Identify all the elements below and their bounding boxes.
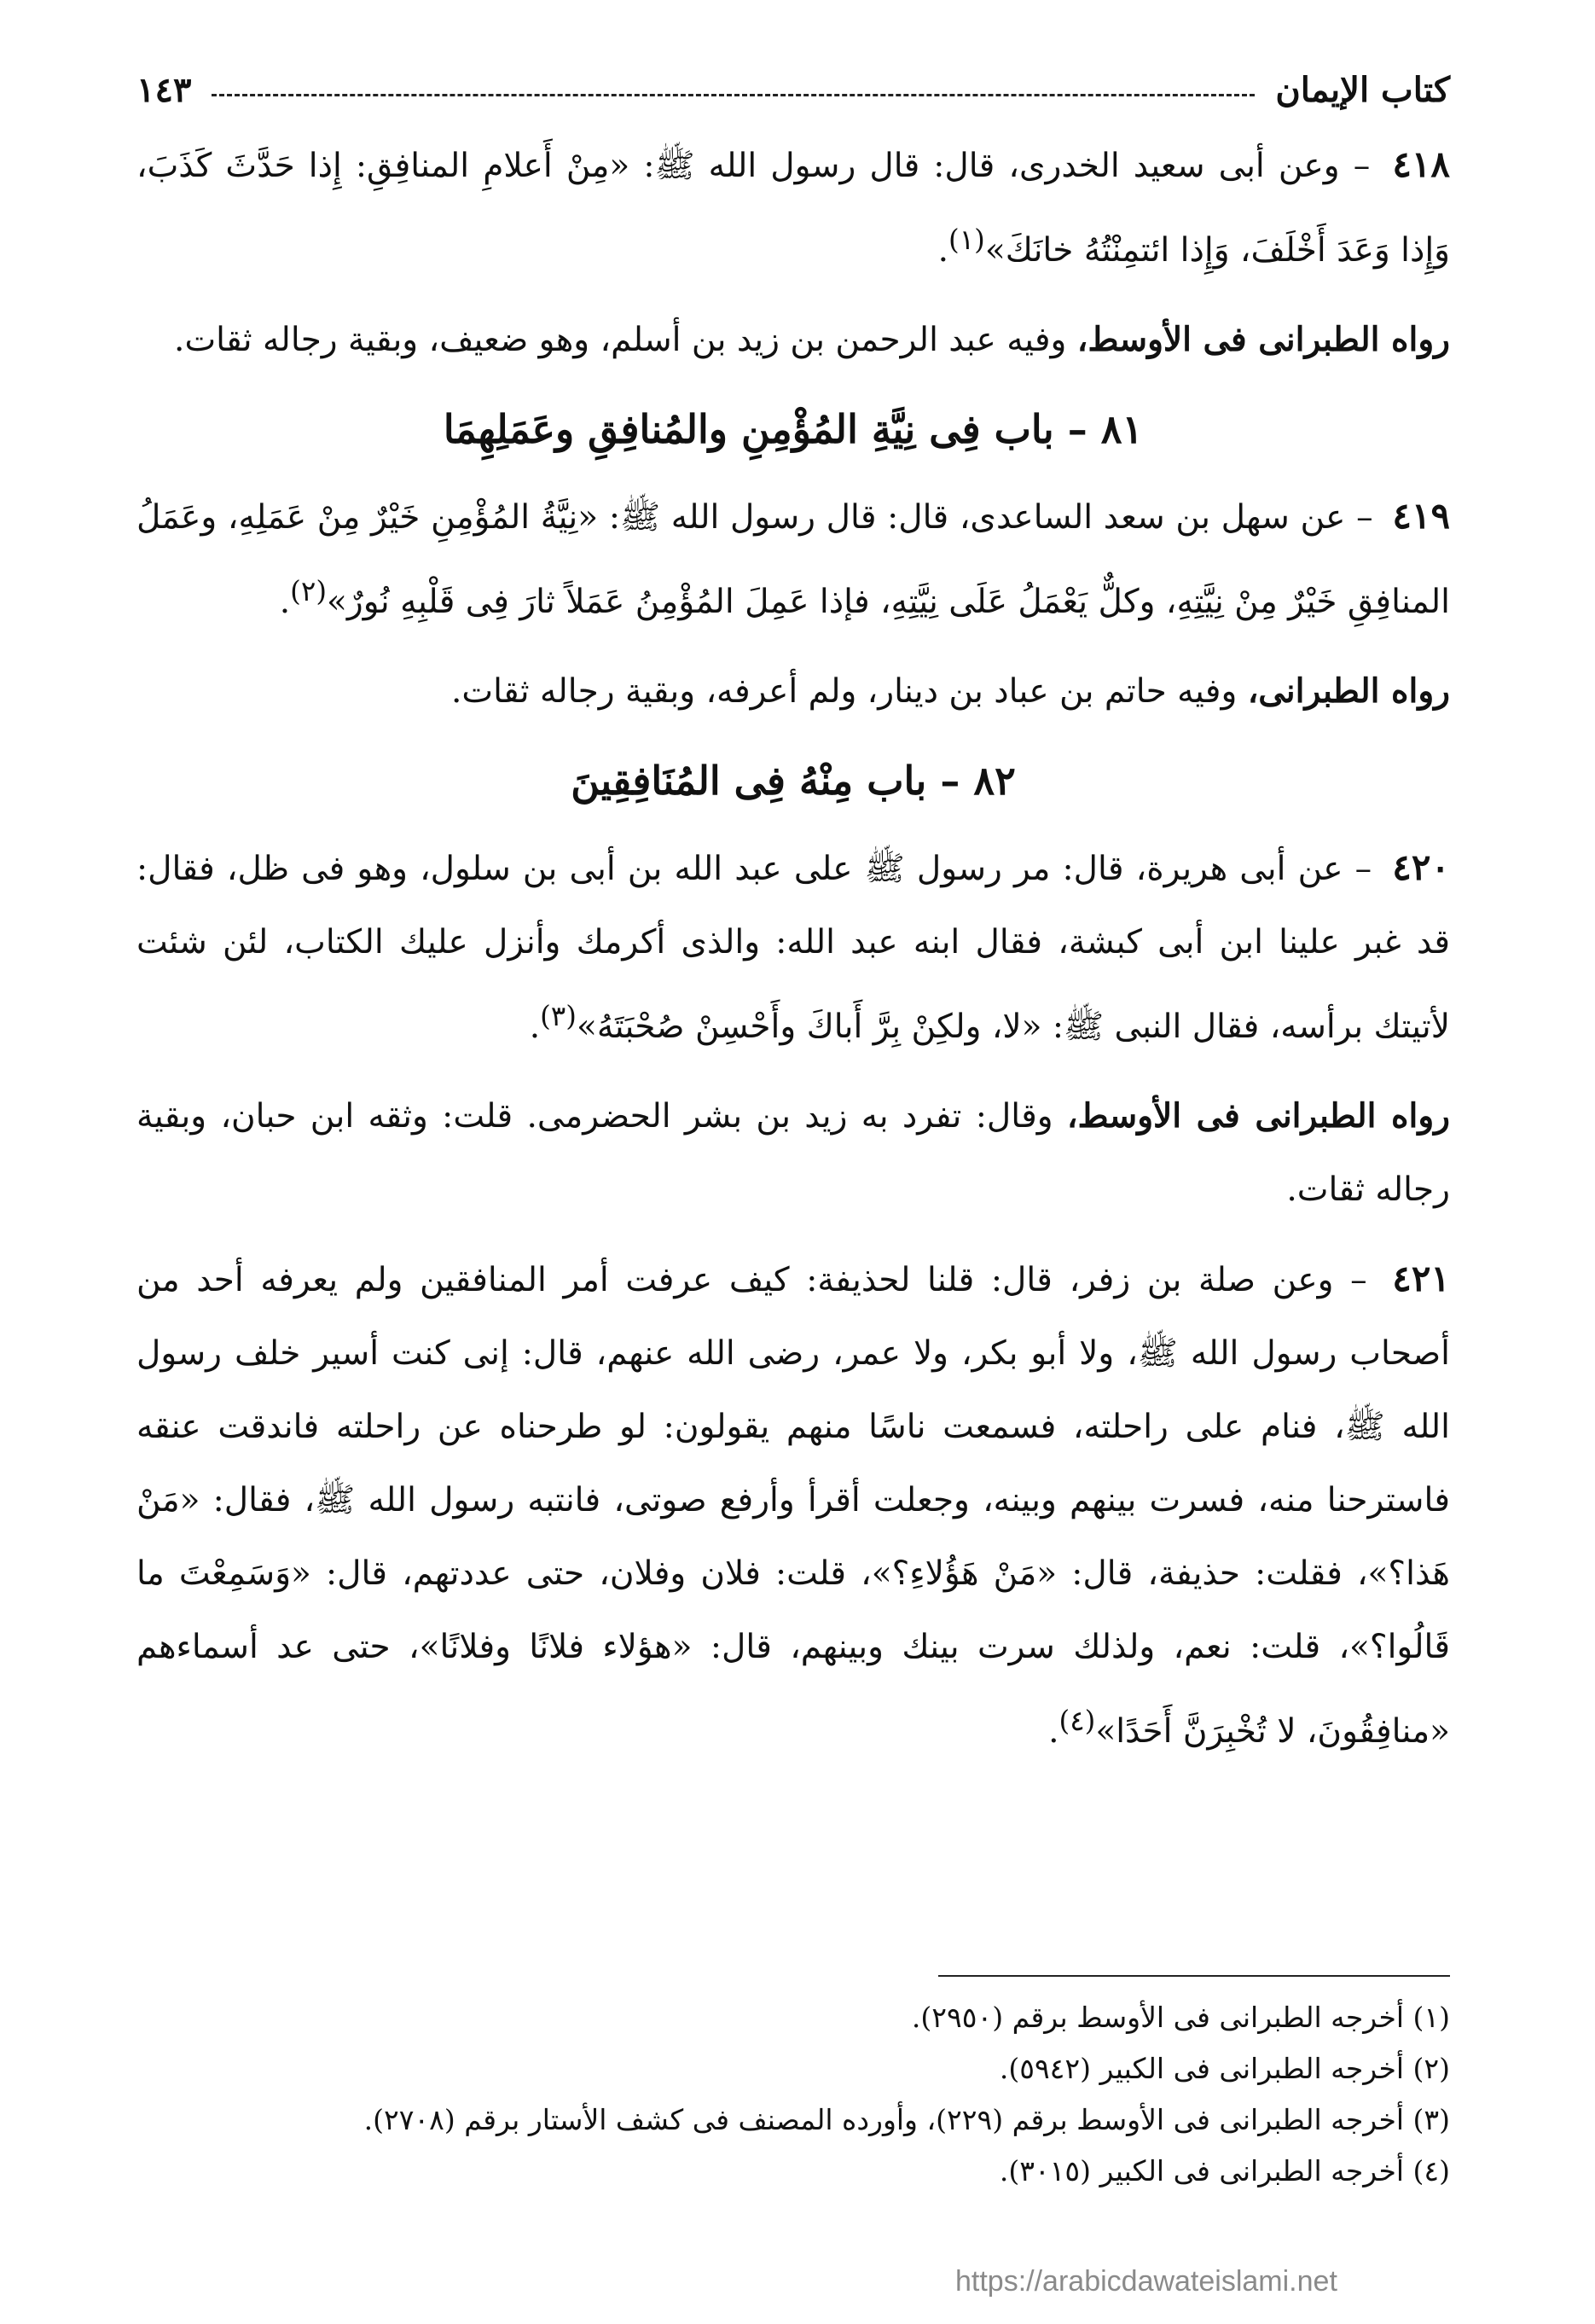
- narration-text: وفيه حاتم بن عباد بن دينار، ولم أعرفه، وبقية رجاله ثقات.: [450, 672, 1238, 711]
- footnote-1: (١) أخرجه الطبرانى فى الأوسط برقم (٢٩٥٠).: [911, 2001, 1450, 2034]
- footnote-divider: [938, 1975, 1450, 1977]
- hadith-419: ٤١٩ – عن سهل بن سعد الساعدى، قال: قال رسول الله ﷺ: «نِيَّةُ المُؤْمِنِ خَيْرٌ مِنْ عَمَلِهِ، وعَمَلُ المنافِقِ خَيْرٌ مِنْ نِيَّتِهِ، وكلٌّ يَعْمَلُ عَلَى نِيَّتِهِ، فإذا عَمِلَ المُؤْمِنُ عَمَلاً ثارَ فِى قَلْبِهِ نُورٌ»$^{(٢)}$.: [136, 495, 1451, 621]
- footnote-ref: (٤): [1058, 1705, 1096, 1737]
- footnote-2: (٢) أخرجه الطبرانى فى الكبير (٥٩٤٢).: [999, 2052, 1450, 2085]
- running-header: [136, 60, 1450, 119]
- footnote-3: (٣) أخرجه الطبرانى فى الأوسط برقم (٢٢٩)، وأورده المصنف فى كشف الأستار برقم (٢٧٠٨).: [363, 2103, 1450, 2136]
- hadith-418: ٤١٨ – وعن أبى سعيد الخدرى، قال: قال رسول الله ﷺ: «مِنْ أَعلامِ المنافِقِ: إِذا حَدَّثَ كَذَبَ، وَإِذا وَعَدَ أَخْلَفَ، وَإِذا ائتمِنْتُهُ خانَكَ»$^{(١)}$.: [136, 143, 1450, 270]
- footnote-4: (٤) أخرجه الطبرانى فى الكبير (٣٠١٥).: [999, 2154, 1450, 2187]
- narration-text: وقال: تفرد به زيد بن بشر الحضرمى. قلت: وثقه ابن حبان، وبقية رجاله ثقات.: [136, 1097, 1450, 1209]
- hadith-421: ٤٢١ – وعن صلة بن زفر، قال: قلنا لحذيفة: كيف عرفت أمر المنافقين ولم يعرفه أحد من أصحاب رسول الله ﷺ، ولا أبو بكر، ولا عمر، رضى الله عنهم، قال: إنى كنت أسير خلف رسول الله ﷺ، فنام على راحلته، فسمعت ناسًا منهم يقولون: لو طرحناه عن راحلته فاندقت عنقه فاسترحنا منه، فسرت بينهم وبينه، وجعلت أقرأ وأرفع صوتى، فانتبه رسول الله ﷺ، فقال: «مَنْ هَذا؟»، فقلت: حذيفة، قال: «مَنْ هَؤُلاءِ؟»، قلت: فلان وفلان، حتى عددتهم، قال: «وَسَمِعْتَ ما قَالُوا؟»، قلت: نعم، ولذلك سرت بينك وبينهم، قال: «هؤلاء فلانًا وفلانًا»، حتى عد أسماءهم «منافِقُونَ، لا تُخْبِرَنَّ أَحَدًا»$^{(٤)}$.: [136, 1258, 1450, 1751]
- hadith-text: – عن سهل بن سعد الساعدى، قال: قال رسول الله ﷺ: «نِيَّةُ المُؤْمِنِ خَيْرٌ مِنْ عَمَلِهِ، وعَمَلُ المنافِقِ خَيْرٌ مِنْ نِيَّتِهِ، وكلٌّ يَعْمَلُ عَلَى نِيَّتِهِ، فإذا عَمِلَ المُؤْمِنُ عَمَلاً ثارَ فِى قَلْبِهِ نُورٌ»: [136, 498, 1450, 621]
- book-page: [136, 51, 1450, 2269]
- narration-419: [136, 654, 1450, 729]
- footnote-ref: (٣): [540, 1000, 577, 1032]
- narration-source: رواه الطبرانى فى الأوسط،: [1076, 320, 1450, 359]
- hadith-text: – عن أبى هريرة، قال: مر رسول ﷺ على عبد الله بن أبى بن سلول، وهو فى ظل، فقال: قد غبر علينا ابن أبى كبشة، فقال ابنه عبد الله: والذى أكرمك وأنزل عليك الكتاب، لئن شئت لأتيتك برأسه، فقال النبى ﷺ: «لا، ولكِنْ بِرَّ أَباكَ وأَحْسِنْ صُحْبَتَهُ»: [136, 850, 1450, 1046]
- hadith-number: ٤١٨: [1392, 143, 1450, 185]
- hadith-number: ٤٢٠: [1392, 846, 1450, 888]
- header-rule: [212, 94, 1255, 96]
- narration-418: [136, 303, 1450, 377]
- hadith-number: ٤٢١: [1392, 1258, 1450, 1299]
- narration-source: رواه الطبرانى فى الأوسط،: [1066, 1096, 1450, 1136]
- hadith-number: ٤١٩: [1392, 495, 1451, 537]
- page-number: ١٤٣: [136, 69, 192, 110]
- hadith-420: ٤٢٠ – عن أبى هريرة، قال: مر رسول ﷺ على عبد الله بن أبى بن سلول، وهو فى ظل، فقال: قد غبر علينا ابن أبى كبشة، فقال ابنه عبد الله: والذى أكرمك وأنزل عليك الكتاب، لئن شئت لأتيتك برأسه، فقال النبى ﷺ: «لا، ولكِنْ بِرَّ أَباكَ وأَحْسِنْ صُحْبَتَهُ»$^{(٣)}$.: [136, 846, 1450, 1046]
- chapter-heading-82: ٨٢ – باب مِنْهُ فِى المُنَافِقِينَ: [571, 758, 1016, 804]
- hadith-text: – وعن أبى سعيد الخدرى، قال: قال رسول الله ﷺ: «مِنْ أَعلامِ المنافِقِ: إِذا حَدَّثَ كَذَبَ، وَإِذا وَعَدَ أَخْلَفَ، وَإِذا ائتمِنْتُهُ خانَكَ»: [136, 147, 1450, 270]
- hadith-text: – وعن صلة بن زفر، قال: قلنا لحذيفة: كيف عرفت أمر المنافقين ولم يعرفه أحد من أصحاب رسول الله ﷺ، ولا أبو بكر، ولا عمر، رضى الله عنهم، قال: إنى كنت أسير خلف رسول الله ﷺ، فنام على راحلته، فسمعت ناسًا منهم يقولون: لو طرحناه عن راحلته فاندقت عنقه فاسترحنا منه، فسرت بينهم وبينه، وجعلت أقرأ وأرفع صوتى، فانتبه رسول الله ﷺ، فقال: «مَنْ هَذا؟»، فقلت: حذيفة، قال: «مَنْ هَؤُلاءِ؟»، قلت: فلان وفلان، حتى عددتهم، قال: «وَسَمِعْتَ ما قَالُوا؟»، قلت: نعم، ولذلك سرت بينك وبينهم، قال: «هؤلاء فلانًا وفلانًا»، حتى عد أسماءهم «منافِقُونَ، لا تُخْبِرَنَّ أَحَدًا»: [136, 1261, 1450, 1751]
- main-text: [136, 128, 1450, 1784]
- narration-420: [136, 1079, 1450, 1227]
- footnotes: [136, 1975, 1450, 2197]
- chapter-heading-81: ٨١ – باب فِى نِيَّةِ المُؤْمِنِ والمُنافِقِ وعَمَلِهِمَا: [443, 406, 1144, 452]
- footnote-ref: (٢): [290, 575, 328, 607]
- narration-text: وفيه عبد الرحمن بن زيد بن أسلم، وهو ضعيف، وبقية رجاله ثقات.: [174, 321, 1067, 359]
- narration-source: رواه الطبرانى،: [1247, 671, 1450, 711]
- watermark-url: https://arabicdawateislami.net: [955, 2265, 1337, 2298]
- book-title: كتاب الإيمان: [1275, 69, 1450, 110]
- footnote-ref: (١): [948, 224, 985, 256]
